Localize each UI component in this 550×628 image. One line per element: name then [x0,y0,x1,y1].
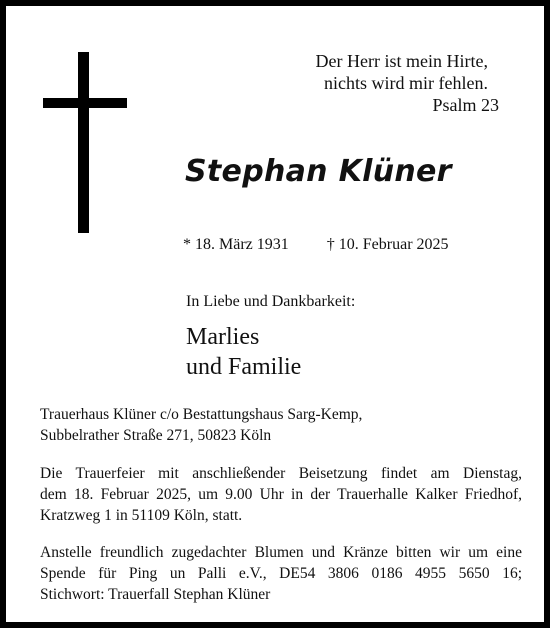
mourner-line-1: Marlies [186,324,260,350]
death-date: † 10. Februar 2025 [326,236,449,253]
mourners-intro: In Liebe und Dankbarkeit: [186,293,356,310]
psalm-line-1: Der Herr ist mein Hirte, [315,51,488,71]
service-line-2: dem 18. Februar 2025, um 9.00 Uhr in der Trauerhalle Kalker Friedhof, [40,486,522,503]
deceased-name: Stephan Klüner [185,154,452,189]
psalm-line-2: nichts wird mir fehlen. [324,73,488,93]
mourner-line-2: und Familie [186,354,302,380]
cross-vertical-bar [78,52,89,233]
address-line-1: Trauerhaus Klüner c/o Bestattungshaus Sarg-Kemp, [40,406,363,423]
cross-horizontal-bar [43,98,127,108]
psalm-quote [239,50,499,116]
donation-line-1: Anstelle freundlich zugedachter Blumen und Kränze bitten wir um eine [40,544,522,561]
mourning-house-address [40,404,522,446]
donation-line-3: Stichwort: Trauerfall Stephan Klüner [40,586,271,603]
life-dates [183,236,449,254]
birth-date: * 18. März 1931 [183,236,289,253]
funeral-service-info [40,463,522,526]
mourners-names [186,322,301,382]
service-line-1: Die Trauerfeier mit anschließender Beisetzung findet am Dienstag, [40,465,522,482]
service-line-3: Kratzweg 1 in 51109 Köln, statt. [40,507,243,524]
address-line-2: Subbelrather Straße 271, 50823 Köln [40,427,272,444]
donation-request [40,542,522,605]
psalm-reference: Psalm 23 [432,95,499,115]
donation-line-2: Spende für Ping un Palli e.V., DE54 3806 0186 4955 5650 16; [40,565,522,582]
